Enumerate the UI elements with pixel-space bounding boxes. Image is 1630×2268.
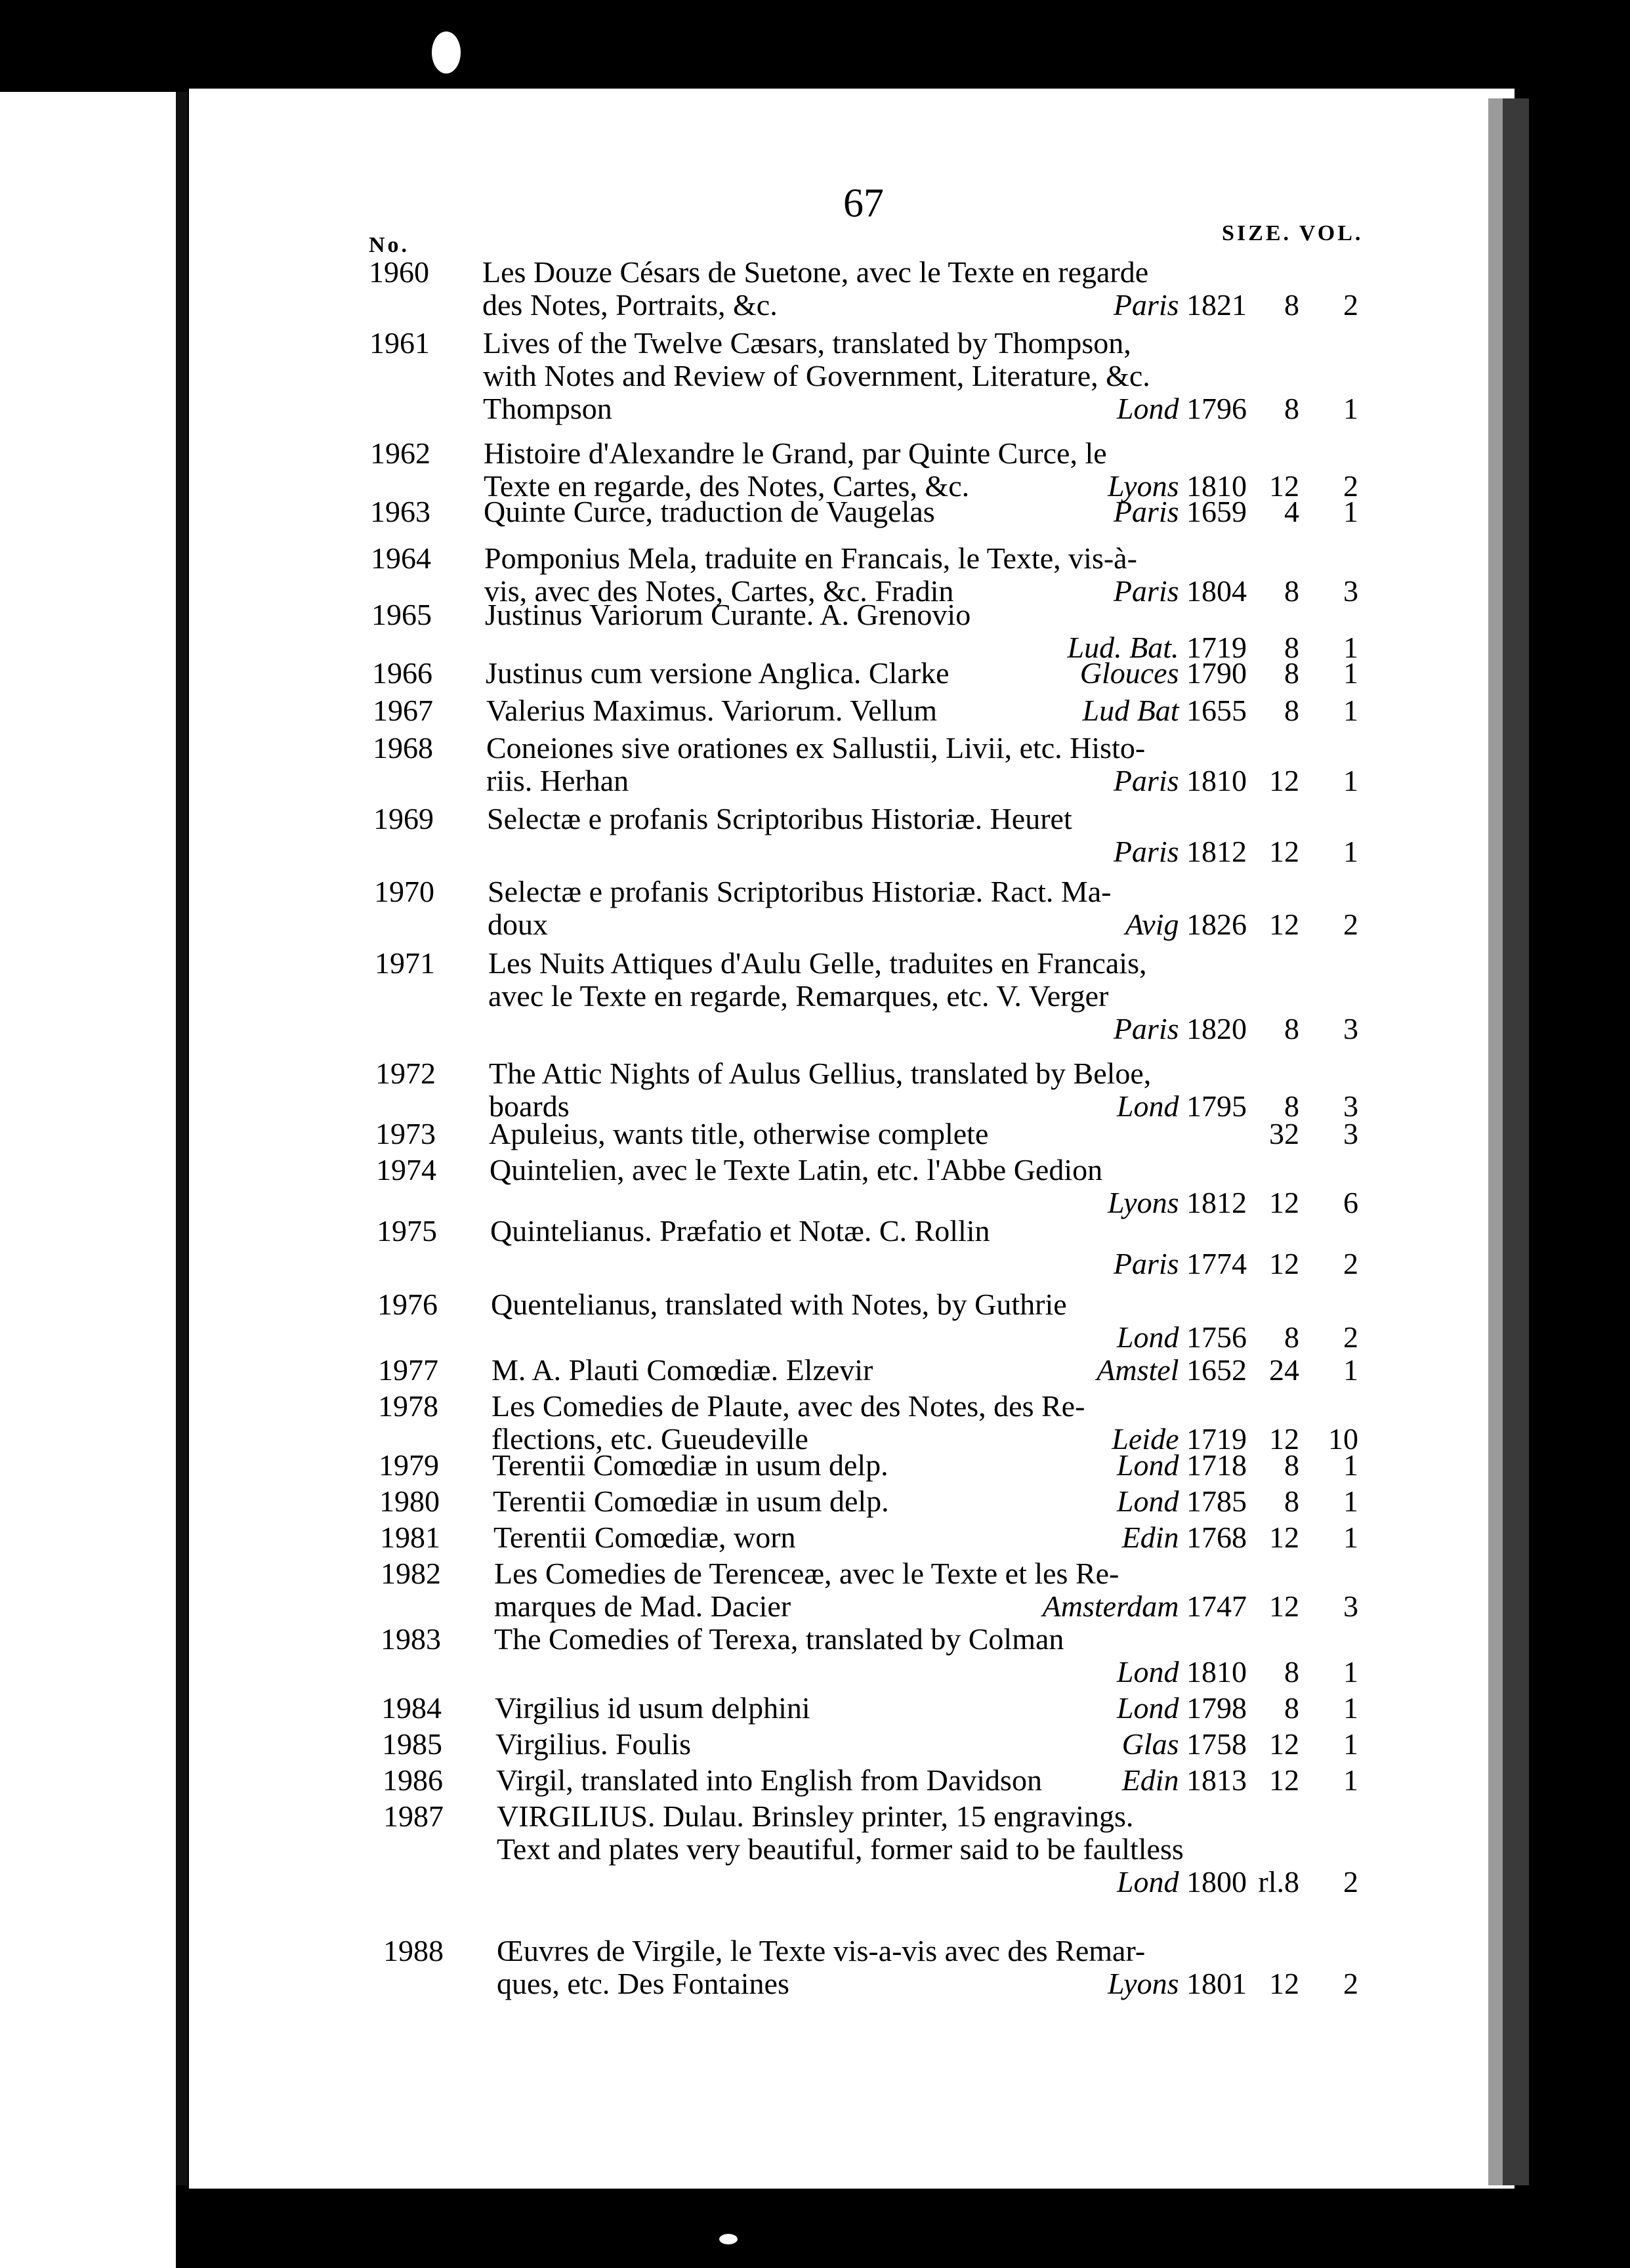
entry-year: 1659 xyxy=(1186,495,1247,528)
entry-title-line: Quintelianus. Præfatio et Notæ. C. Rollin xyxy=(490,1214,990,1248)
entry-imprint xyxy=(1117,1657,1247,1687)
entry-title-line: des Notes, Portraits, &c. xyxy=(482,288,778,322)
entry-size: 4 xyxy=(1284,495,1299,528)
entry-imprint xyxy=(1114,837,1247,867)
entry-volumes: 1 xyxy=(1343,1763,1358,1797)
entry-size: 12 xyxy=(1269,908,1299,941)
entry-number: 1964 xyxy=(371,541,431,575)
entry-year: 1652 xyxy=(1186,1353,1247,1387)
entry-title-line: Selectæ e profanis Scriptoribus Historiæ. Heuret xyxy=(487,802,1072,835)
entry-volumes: 2 xyxy=(1343,1320,1358,1354)
entry-year: 1719 xyxy=(1186,631,1247,664)
entry-imprint xyxy=(1117,1091,1247,1122)
entry-number: 1972 xyxy=(375,1057,436,1090)
entry-year: 1812 xyxy=(1186,835,1247,868)
entry-size: 32 xyxy=(1269,1117,1299,1150)
entry-number: 1961 xyxy=(369,326,430,360)
entry-volumes: 2 xyxy=(1343,1865,1358,1899)
entry-size: 12 xyxy=(1269,1727,1299,1761)
entry-title-line: Quintelien, avec le Texte Latin, etc. l'Abbe Gedion xyxy=(490,1153,1103,1186)
entry-number: 1971 xyxy=(375,946,435,980)
entry-volumes: 2 xyxy=(1343,469,1358,503)
entry-size: 8 xyxy=(1284,288,1299,322)
entry-title-line: Lives of the Twelve Cæsars, translated by Thompson, xyxy=(483,326,1131,360)
entry-size: 12 xyxy=(1269,1247,1299,1280)
entry-imprint xyxy=(1122,1765,1247,1796)
entry-volumes: 3 xyxy=(1343,574,1358,608)
entry-title-line: doux xyxy=(488,908,548,941)
entry-volumes: 2 xyxy=(1343,908,1358,941)
entry-place: Lond xyxy=(1116,1448,1186,1482)
entry-number: 1979 xyxy=(379,1448,439,1482)
entry-place: Lond xyxy=(1116,1655,1186,1689)
entry-number: 1987 xyxy=(383,1799,444,1833)
entry-volumes: 3 xyxy=(1343,1089,1358,1123)
entry-place: Paris xyxy=(1113,288,1186,322)
entry-title-line: vis, avec des Notes, Cartes, &c. Fradin xyxy=(484,574,954,608)
entry-place: Glouces xyxy=(1079,656,1186,690)
entry-title-line: Les Comedies de Terenceæ, avec le Texte et les Re- xyxy=(494,1557,1119,1590)
entry-number: 1960 xyxy=(369,255,429,289)
entry-number: 1981 xyxy=(380,1521,440,1554)
entry-place: Paris xyxy=(1113,1247,1186,1280)
entry-imprint xyxy=(1114,290,1247,320)
entry-title-line: with Notes and Review of Government, Literature, &c. xyxy=(483,359,1150,392)
entry-year: 1718 xyxy=(1186,1448,1247,1482)
entry-number: 1974 xyxy=(376,1153,436,1186)
entry-size: 24 xyxy=(1269,1353,1299,1387)
entry-volumes: 2 xyxy=(1343,288,1358,322)
entry-size: rl.8 xyxy=(1258,1865,1299,1899)
entry-title-line: The Comedies of Terexa, translated by Colman xyxy=(494,1622,1064,1656)
entry-place: Avig xyxy=(1125,908,1186,941)
entry-title-line: flections, etc. Gueudeville xyxy=(491,1422,808,1456)
entry-place: Paris xyxy=(1113,495,1186,528)
entry-volumes: 1 xyxy=(1343,656,1358,690)
entry-title-line: Pomponius Mela, traduite en Francais, le Texte, vis-à- xyxy=(484,541,1137,575)
entry-volumes: 1 xyxy=(1343,631,1358,664)
entry-volumes: 10 xyxy=(1328,1422,1358,1456)
entry-volumes: 1 xyxy=(1343,1655,1358,1689)
entry-year: 1810 xyxy=(1186,764,1247,797)
entry-number: 1969 xyxy=(373,802,434,835)
entry-year: 1655 xyxy=(1186,694,1247,727)
entry-number: 1967 xyxy=(373,694,433,727)
entry-title-line: Justinus Variorum Curante. A. Grenovio xyxy=(485,598,971,631)
entry-place: Paris xyxy=(1113,1012,1186,1045)
entry-size: 12 xyxy=(1269,1589,1299,1623)
entry-imprint xyxy=(1114,497,1247,527)
entry-size: 8 xyxy=(1284,1012,1299,1045)
entry-imprint xyxy=(1117,1693,1247,1723)
entry-place: Paris xyxy=(1113,835,1186,868)
entry-size: 12 xyxy=(1269,1186,1299,1219)
entry-volumes: 3 xyxy=(1343,1012,1358,1045)
entry-number: 1968 xyxy=(373,731,433,765)
entry-number: 1965 xyxy=(371,598,432,631)
entry-imprint xyxy=(1114,1249,1247,1279)
entry-size: 12 xyxy=(1269,1422,1299,1456)
entry-place: Lond xyxy=(1116,1089,1186,1123)
entry-volumes: 1 xyxy=(1343,835,1358,868)
entry-year: 1796 xyxy=(1186,392,1247,425)
page-number: 67 xyxy=(843,181,884,226)
entry-number: 1978 xyxy=(378,1389,438,1423)
entry-place: Paris xyxy=(1113,764,1186,797)
entry-volumes: 1 xyxy=(1343,392,1358,425)
entry-number: 1988 xyxy=(383,1934,444,1967)
entry-title-line: Les Douze Césars de Suetone, avec le Texte en regarde xyxy=(482,255,1149,289)
entry-volumes: 3 xyxy=(1343,1589,1358,1623)
entry-place: Paris xyxy=(1113,574,1186,608)
entry-place: Edin xyxy=(1121,1763,1186,1797)
entry-imprint xyxy=(1108,1188,1247,1218)
entry-size: 8 xyxy=(1284,1320,1299,1354)
entry-volumes: 2 xyxy=(1343,1247,1358,1280)
entry-title-line: Les Comedies de Plaute, avec des Notes, des Re- xyxy=(491,1389,1085,1423)
entry-place: Lyons xyxy=(1107,1186,1186,1219)
entry-number: 1985 xyxy=(382,1727,442,1761)
entry-year: 1756 xyxy=(1186,1320,1247,1354)
entry-title-line: ques, etc. Des Fontaines xyxy=(497,1967,789,2000)
entry-title-line: Virgilius. Foulis xyxy=(495,1727,692,1761)
entry-year: 1747 xyxy=(1186,1589,1247,1623)
entry-title-line: Terentii Comœdiæ in usum delp. xyxy=(493,1484,889,1518)
entry-title-line: Virgil, translated into English from Davidson xyxy=(496,1763,1042,1797)
entry-volumes: 1 xyxy=(1343,1353,1358,1387)
entry-title-line: Terentii Comœdiæ in usum delp. xyxy=(492,1448,888,1482)
entry-size: 8 xyxy=(1284,631,1299,664)
entry-imprint xyxy=(1122,1522,1247,1553)
entry-size: 12 xyxy=(1269,1967,1299,2000)
entry-volumes: 1 xyxy=(1343,495,1358,528)
entry-title-line: The Attic Nights of Aulus Gellius, translated by Beloe, xyxy=(489,1057,1152,1090)
entry-place: Lond xyxy=(1116,1691,1186,1725)
entry-year: 1826 xyxy=(1186,908,1247,941)
entry-number: 1982 xyxy=(381,1557,441,1590)
entry-year: 1821 xyxy=(1186,288,1247,322)
entry-size: 8 xyxy=(1284,1089,1299,1123)
entry-title-line: Quentelianus, translated with Notes, by Guthrie xyxy=(491,1288,1067,1321)
entry-title-line: Œuvres de Virgile, le Texte vis-a-vis avec des Remar- xyxy=(497,1934,1146,1967)
entry-place: Lond xyxy=(1116,1484,1186,1518)
entry-volumes: 1 xyxy=(1343,1727,1358,1761)
entry-title-line: VIRGILIUS. Dulau. Brinsley printer, 15 engravings. xyxy=(497,1799,1134,1833)
entry-title-line: Histoire d'Alexandre le Grand, par Quinte Curce, le xyxy=(484,436,1107,470)
entry-imprint xyxy=(1117,394,1247,424)
entry-title-line: M. A. Plauti Comœdiæ. Elzevir xyxy=(491,1353,873,1387)
entry-imprint xyxy=(1043,1591,1247,1622)
entry-year: 1768 xyxy=(1186,1521,1247,1554)
entry-volumes: 1 xyxy=(1343,1691,1358,1725)
entry-size: 8 xyxy=(1284,694,1299,727)
entry-number: 1973 xyxy=(375,1117,436,1150)
entry-year: 1804 xyxy=(1186,574,1247,608)
entry-year: 1810 xyxy=(1186,469,1247,503)
entry-year: 1795 xyxy=(1186,1089,1247,1123)
entry-number: 1966 xyxy=(372,656,432,690)
entry-title-line: avec le Texte en regarde, Remarques, etc. V. Verger xyxy=(488,979,1109,1013)
entry-size: 12 xyxy=(1269,1763,1299,1797)
entry-place: Amstel xyxy=(1097,1353,1186,1387)
entry-title-line: Virgilius id usum delphini xyxy=(495,1691,810,1725)
entry-number: 1975 xyxy=(377,1214,437,1248)
entry-year: 1758 xyxy=(1186,1727,1247,1761)
entry-year: 1798 xyxy=(1186,1691,1247,1725)
entry-number: 1977 xyxy=(378,1353,438,1387)
entry-title-line: Selectæ e profanis Scriptoribus Historiæ. Ract. Ma- xyxy=(488,875,1112,908)
column-header-size-vol: SIZE. VOL. xyxy=(1222,221,1364,245)
entry-title-line: Texte en regarde, des Notes, Cartes, &c. xyxy=(484,469,970,503)
entry-imprint xyxy=(1114,576,1247,606)
entry-title-line: boards xyxy=(489,1089,570,1123)
entry-place: Lud. Bat. xyxy=(1067,631,1186,664)
entry-size: 8 xyxy=(1284,1448,1299,1482)
entry-number: 1962 xyxy=(370,436,430,470)
entry-imprint xyxy=(1122,1729,1247,1759)
entry-volumes: 2 xyxy=(1343,1967,1358,2000)
entry-imprint xyxy=(1097,1355,1247,1385)
entry-size: 8 xyxy=(1284,392,1299,425)
entry-imprint xyxy=(1083,696,1247,726)
entry-volumes: 1 xyxy=(1343,764,1358,797)
entry-title-line: marques de Mad. Dacier xyxy=(494,1589,791,1623)
entry-imprint xyxy=(1080,658,1247,688)
entry-number: 1984 xyxy=(381,1691,442,1725)
entry-imprint xyxy=(1117,1322,1247,1353)
entry-title-line: Text and plates very beautiful, former said to be faultless xyxy=(497,1832,1184,1866)
entry-size: 12 xyxy=(1269,469,1299,503)
entry-size: 8 xyxy=(1284,1691,1299,1725)
entry-imprint xyxy=(1125,910,1247,940)
entry-place: Lond xyxy=(1116,392,1186,425)
entry-title-line: Terentii Comœdiæ, worn xyxy=(493,1521,796,1554)
entry-title-line: Apuleius, wants title, otherwise complete xyxy=(489,1117,989,1150)
entry-imprint xyxy=(1117,1867,1247,1897)
entry-title-line: riis. Herhan xyxy=(486,764,629,797)
entry-volumes: 1 xyxy=(1343,1484,1358,1518)
entry-size: 12 xyxy=(1269,1521,1299,1554)
entry-place: Lud Bat xyxy=(1082,694,1186,727)
entry-place: Leide xyxy=(1112,1422,1186,1456)
entry-number: 1986 xyxy=(383,1763,443,1797)
entry-year: 1774 xyxy=(1186,1247,1247,1280)
entry-size: 8 xyxy=(1284,574,1299,608)
entry-imprint xyxy=(1117,1486,1247,1517)
entry-size: 8 xyxy=(1284,1655,1299,1689)
entry-year: 1790 xyxy=(1186,656,1247,690)
entry-title-line: Quinte Curce, traduction de Vaugelas xyxy=(484,495,935,528)
entry-place: Lond xyxy=(1116,1320,1186,1354)
entry-size: 8 xyxy=(1284,1484,1299,1518)
entry-title-line: Justinus cum versione Anglica. Clarke xyxy=(486,656,950,690)
entry-title-line: Les Nuits Attiques d'Aulu Gelle, traduites en Francais, xyxy=(488,946,1147,980)
entry-year: 1813 xyxy=(1186,1763,1247,1797)
entry-size: 12 xyxy=(1269,835,1299,868)
entry-year: 1785 xyxy=(1186,1484,1247,1518)
entry-imprint xyxy=(1114,1014,1247,1044)
entry-year: 1800 xyxy=(1186,1865,1247,1899)
entry-place: Glas xyxy=(1121,1727,1186,1761)
entry-volumes: 1 xyxy=(1343,1521,1358,1554)
entry-volumes: 3 xyxy=(1343,1117,1358,1150)
entry-year: 1801 xyxy=(1186,1967,1247,2000)
entry-number: 1983 xyxy=(381,1622,441,1656)
entry-volumes: 1 xyxy=(1343,1448,1358,1482)
entry-number: 1980 xyxy=(379,1484,440,1518)
entry-year: 1810 xyxy=(1186,1655,1247,1689)
entry-number: 1970 xyxy=(374,875,434,908)
column-header-no: No. xyxy=(369,233,410,257)
entry-title-line: Coneiones sive orationes ex Sallustii, Livii, etc. Histo- xyxy=(486,731,1146,765)
entry-number: 1963 xyxy=(370,495,430,528)
entry-size: 12 xyxy=(1269,764,1299,797)
entry-year: 1812 xyxy=(1186,1186,1247,1219)
entry-year: 1820 xyxy=(1186,1012,1247,1045)
entry-year: 1719 xyxy=(1186,1422,1247,1456)
entry-imprint xyxy=(1108,1969,1247,1999)
entry-place: Edin xyxy=(1121,1521,1186,1554)
entry-imprint xyxy=(1117,1450,1247,1480)
entry-size: 8 xyxy=(1284,656,1299,690)
entry-place: Amsterdam xyxy=(1042,1589,1186,1623)
entry-title-line: Thompson xyxy=(483,392,612,425)
entry-place: Lond xyxy=(1116,1865,1186,1899)
entry-place: Lyons xyxy=(1107,469,1186,503)
entry-place: Lyons xyxy=(1107,1967,1186,2000)
entry-imprint xyxy=(1114,766,1247,796)
entry-volumes: 6 xyxy=(1343,1186,1358,1219)
entry-number: 1976 xyxy=(377,1288,438,1321)
entry-volumes: 1 xyxy=(1343,694,1358,727)
entry-title-line: Valerius Maximus. Variorum. Vellum xyxy=(486,694,937,727)
